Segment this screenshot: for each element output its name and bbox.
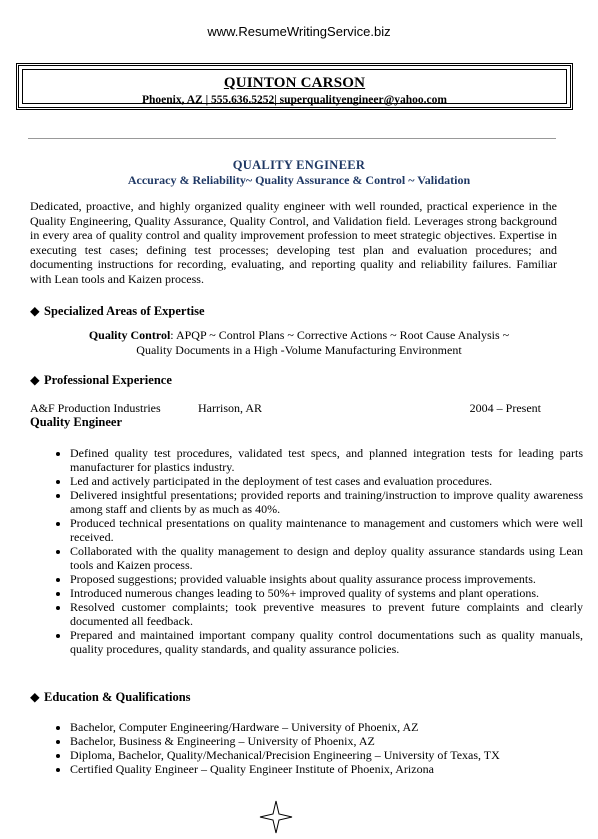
list-item: • Proposed suggestions; provided valuable insights about quality assurance process improvements. [70,572,583,586]
list-item: • Collaborated with the quality management to design and deploy quality assurance standards using Lean tools and Kaizen process. [70,544,583,572]
list-item: • Led and actively participated in the deployment of test cases and evaluation procedures. [70,474,583,488]
header-divider [28,138,556,139]
list-item: • Delivered insightful presentations; provided reports and training/instruction to improve quality awareness among staff and clients by as much as 40%. [70,488,583,516]
list-item: • Certified Quality Engineer – Quality Engineer Institute of Phoenix, Arizona [70,762,583,776]
list-item: • Produced technical presentations on quality maintenance to management and customers which were well received. [70,516,583,544]
employer-location: Harrison, AR [198,401,262,415]
job-subtitle: Accuracy & Reliability~ Quality Assurance & Control ~ Validation [127,173,471,187]
list-item: • Prepared and maintained important company quality control documentations such as quality manuals, quality procedures, quality standards, and quality assurance policies. [70,628,583,656]
experience-bullet-list [44,446,583,656]
expertise-block [0,328,598,358]
contact-info: Phoenix, AZ | 555.636.5252| superqualityengineer@yahoo.com [142,94,447,106]
section-heading-label: Specialized Areas of Expertise [44,304,205,318]
list-item: • Diploma, Bachelor, Quality/Mechanical/Precision Engineering – University of Texas, TX [70,748,583,762]
section-heading-label: Education & Qualifications [44,690,191,704]
diamond-bullet-icon: ◆ [30,373,40,387]
list-item: • Bachelor, Business & Engineering – University of Phoenix, AZ [70,734,583,748]
employer-row [30,401,557,416]
expertise-line-1 [0,328,598,343]
employer-name: A&F Production Industries [30,401,161,415]
diamond-bullet-icon: ◆ [30,690,40,704]
professional-summary: Dedicated, proactive, and highly organized quality engineer with well rounded, practical experience in the Quality Engineering, Quality Assurance, Quality Control, and Validation field. Leverages strong background in every area of quality control and quality improvement profession to meet strategic objectives. Expertise in executing test cases; defining test processes; developing test plan and evaluation procedures; and documenting instructions for recording, evaluating, and reporting quality and reliability failures. Familiar with Lean tools and Kaizen process. [30,199,557,286]
role-title: Quality Engineer [30,415,123,429]
list-item: • Introduced numerous changes leading to 50%+ improved quality of systems and plant operations. [70,586,583,600]
employment-dates: 2004 – Present [469,401,541,415]
list-item: • Resolved customer complaints; took preventive measures to prevent future complaints and clearly documented all feedback. [70,600,583,628]
list-item: • Defined quality test procedures, validated test specs, and planned integration tests for leading parts manufacturer for plastics industry. [70,446,583,474]
expertise-label: Quality Control [88,328,171,342]
candidate-name: QUINTON CARSON [223,75,366,91]
section-heading-education [30,689,191,705]
expertise-line-2: Quality Documents in a High -Volume Manufacturing Environment [136,343,462,357]
section-heading-experience [30,372,172,388]
diamond-bullet-icon: ◆ [30,304,40,318]
name-header-inner-border [22,69,567,104]
list-item: • Bachelor, Computer Engineering/Hardware – University of Phoenix, AZ [70,720,583,734]
name-header-box [16,63,573,110]
section-heading-label: Professional Experience [44,373,172,387]
expertise-line-1-text: : APQP ~ Control Plans ~ Corrective Actions ~ Root Cause Analysis ~ [170,328,510,342]
site-url: www.ResumeWritingService.biz [207,24,391,39]
section-heading-expertise [30,303,205,319]
four-point-star-icon [259,800,293,834]
job-title: QUALITY ENGINEER [232,158,366,172]
education-bullet-list [44,720,583,776]
